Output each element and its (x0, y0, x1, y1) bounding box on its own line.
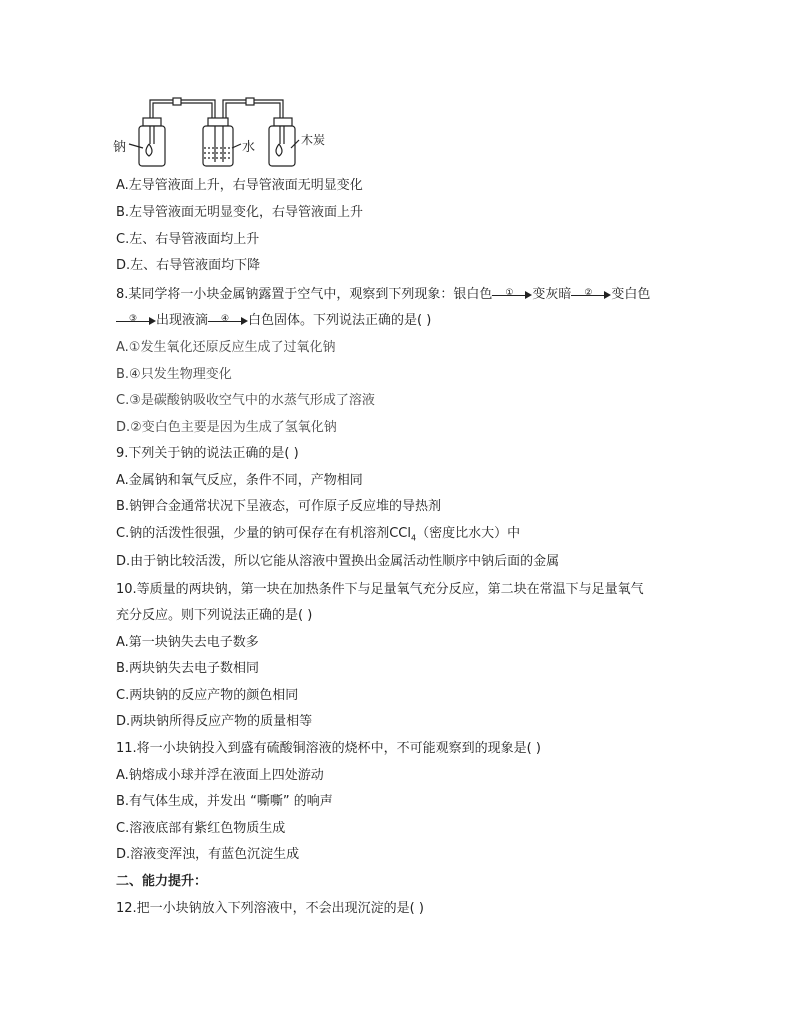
q12-stem: 12.把一小块钠放入下列溶液中，不会出现沉淀的是( ) (116, 901, 424, 916)
q8-state-1: 变灰暗 (532, 287, 572, 302)
q10-stem-line2: 充分反应。则下列说法正确的是( ) (116, 608, 313, 623)
q9-stem: 9.下列关于钠的说法正确的是( ) (116, 446, 299, 461)
apparatus-figure (113, 96, 343, 168)
q11-option-d: D.溶液变浑浊，有蓝色沉淀生成 (116, 847, 300, 862)
q11-stem: 11.将一小块钠投入到盛有硫酸铜溶液的烧杯中，不可能观察到的现象是( ) (116, 741, 541, 756)
q8-stem-line2 (116, 312, 431, 330)
q9-option-d: D.由于钠比较活泼，所以它能从溶液中置换出金属活动性顺序中钠后面的金属 (116, 554, 560, 569)
q7-option-b: B.左导管液面无明显变化，右导管液面上升 (116, 205, 364, 220)
figure-label-sodium: 钠 (113, 140, 127, 155)
q11-option-a: A.钠熔成小球并浮在液面上四处游动 (116, 768, 324, 783)
arrow-step-label: ③ (128, 314, 138, 324)
q9-option-c-text: C.钠的活泼性很强，少量的钠可保存在有机溶剂CCl (116, 526, 411, 541)
q7-option-a: A.左导管液面上升，右导管液面无明显变化 (116, 178, 363, 193)
figure-label-water: 水 (242, 140, 256, 155)
q8-option-d: D.②变白色主要是因为生成了氢氧化钠 (116, 420, 337, 435)
q9-option-b: B.钠钾合金通常状况下呈液态，可作原子反应堆的导热剂 (116, 499, 442, 514)
section-heading: 二、能力提升： (116, 874, 208, 889)
q8-state-2: 变白色 (611, 287, 651, 302)
arrow-step-label: ② (584, 288, 593, 298)
reaction-arrow-2 (571, 286, 611, 304)
q7-option-d: D.左、右导管液面均下降 (116, 258, 261, 273)
reaction-arrow-1 (492, 286, 532, 304)
reaction-arrow-4 (208, 312, 248, 330)
q8-option-c: C.③是碳酸钠吸收空气中的水蒸气形成了溶液 (116, 393, 375, 408)
q9-option-c-tail: （密度比水大）中 (416, 526, 521, 541)
q8-stem-line1 (116, 286, 650, 304)
q8-stem-text: 8.某同学将一小块金属钠露置于空气中，观察到下列现象：银白色 (116, 287, 493, 302)
q10-option-b: B.两块钠失去电子数相同 (116, 661, 260, 676)
q9-option-c (116, 525, 520, 548)
q8-state-3: 出现液滴 (156, 313, 209, 328)
reaction-arrow-3 (116, 312, 156, 330)
q7-option-c: C.左、右导管液面均上升 (116, 232, 260, 247)
q8-option-a: A.①发生氧化还原反应生成了过氧化钠 (116, 340, 336, 355)
arrow-step-label: ① (505, 288, 514, 298)
q9-option-a: A.金属钠和氧气反应，条件不同，产物相同 (116, 473, 363, 488)
subscript-4: 4 (410, 533, 417, 543)
q11-option-c: C.溶液底部有紫红色物质生成 (116, 821, 286, 836)
q10-option-a: A.第一块钠失去电子数多 (116, 635, 259, 650)
q8-state-4: 白色固体。下列说法正确的是( ) (248, 313, 432, 328)
q8-option-b: B.④只发生物理变化 (116, 367, 232, 382)
figure-label-charcoal: 木炭 (301, 133, 326, 147)
arrow-step-label: ④ (220, 314, 230, 324)
q10-option-d: D.两块钠所得反应产物的质量相等 (116, 714, 313, 729)
q10-option-c: C.两块钠的反应产物的颜色相同 (116, 688, 299, 703)
q11-option-b: B.有气体生成，并发出 “嘶嘶” 的响声 (116, 794, 333, 809)
q10-stem-line1: 10.等质量的两块钠，第一块在加热条件下与足量氧气充分反应，第二块在常温下与足量氧气 (116, 582, 644, 597)
